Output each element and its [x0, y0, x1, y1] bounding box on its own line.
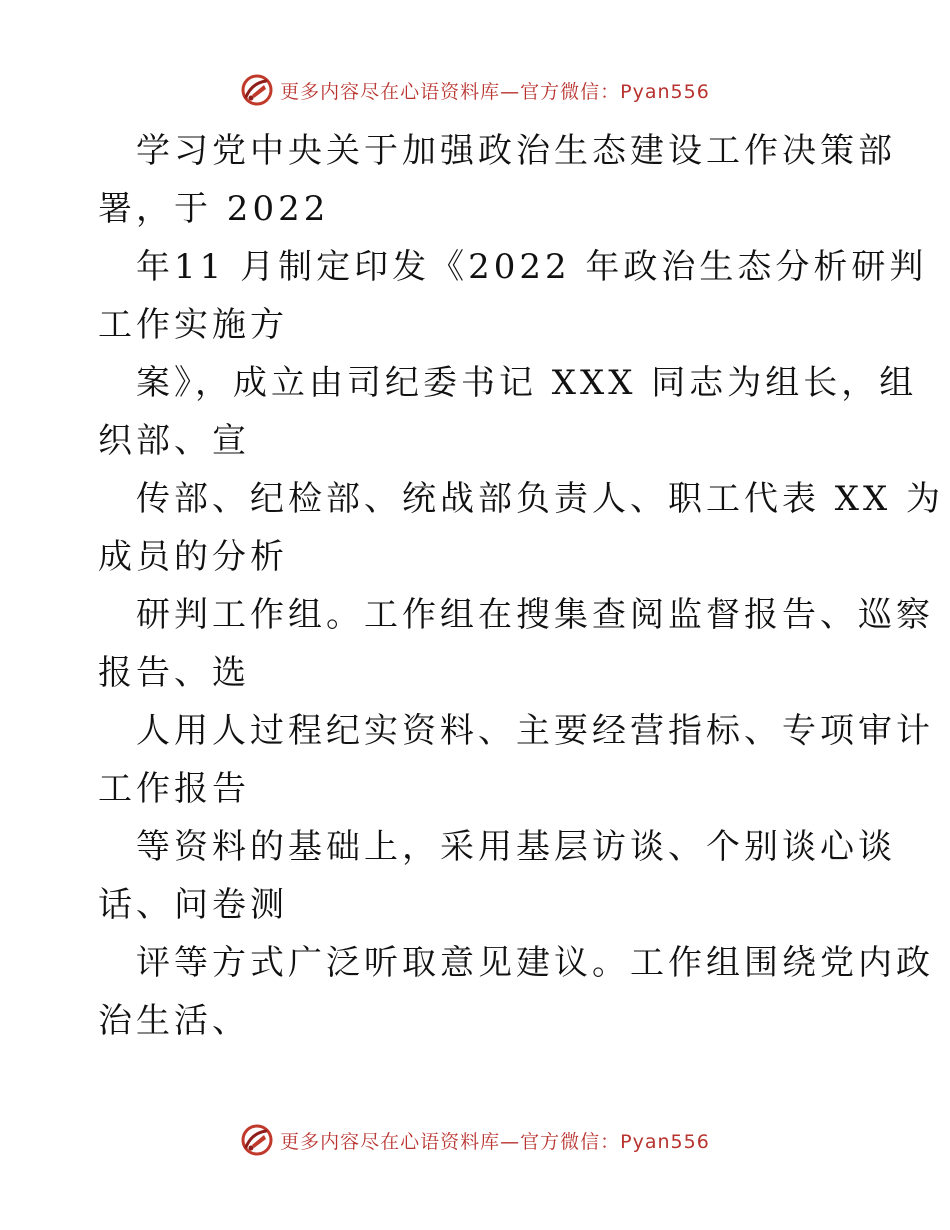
- header-watermark: [0, 70, 950, 110]
- text-line: 人用人过程纪实资料、主要经营指标、专项审计: [136, 711, 934, 751]
- text-line: 工作报告: [98, 769, 250, 809]
- pen-swirl-logo-icon: [240, 73, 274, 107]
- text-line: 案》，成立由司纪委书记 XXX 同志为组长，组: [136, 363, 918, 403]
- text-line: 工作实施方: [98, 305, 288, 345]
- text-line: 等资料的基础上，采用基层访谈、个别谈心谈: [136, 827, 896, 867]
- text-line: 话、问卷测: [98, 885, 288, 925]
- document-body: [98, 122, 945, 1050]
- text-line: 署，于 2022: [98, 189, 330, 229]
- text-line: 评等方式广泛听取意见建议。工作组围绕党内政: [136, 943, 934, 983]
- text-line: 织部、宣: [98, 421, 250, 461]
- footer-watermark-text: 更多内容尽在心语资料库—官方微信：Pyan556: [280, 1130, 710, 1153]
- header-watermark-text: 更多内容尽在心语资料库—官方微信：Pyan556: [280, 80, 710, 103]
- footer-watermark: [0, 1120, 950, 1160]
- text-line: 治生活、: [98, 1001, 250, 1041]
- text-line: 学习党中央关于加强政治生态建设工作决策部: [136, 131, 896, 171]
- text-line: 年11 月制定印发《2022 年政治生态分析研判: [136, 247, 928, 287]
- text-line: 研判工作组。工作组在搜集查阅监督报告、巡察: [136, 595, 934, 635]
- pen-swirl-logo-icon: [240, 1123, 274, 1157]
- text-line: 传部、纪检部、统战部负责人、职工代表 XX 为: [136, 479, 945, 519]
- text-line: 成员的分析: [98, 537, 288, 577]
- text-line: 报告、选: [98, 653, 250, 693]
